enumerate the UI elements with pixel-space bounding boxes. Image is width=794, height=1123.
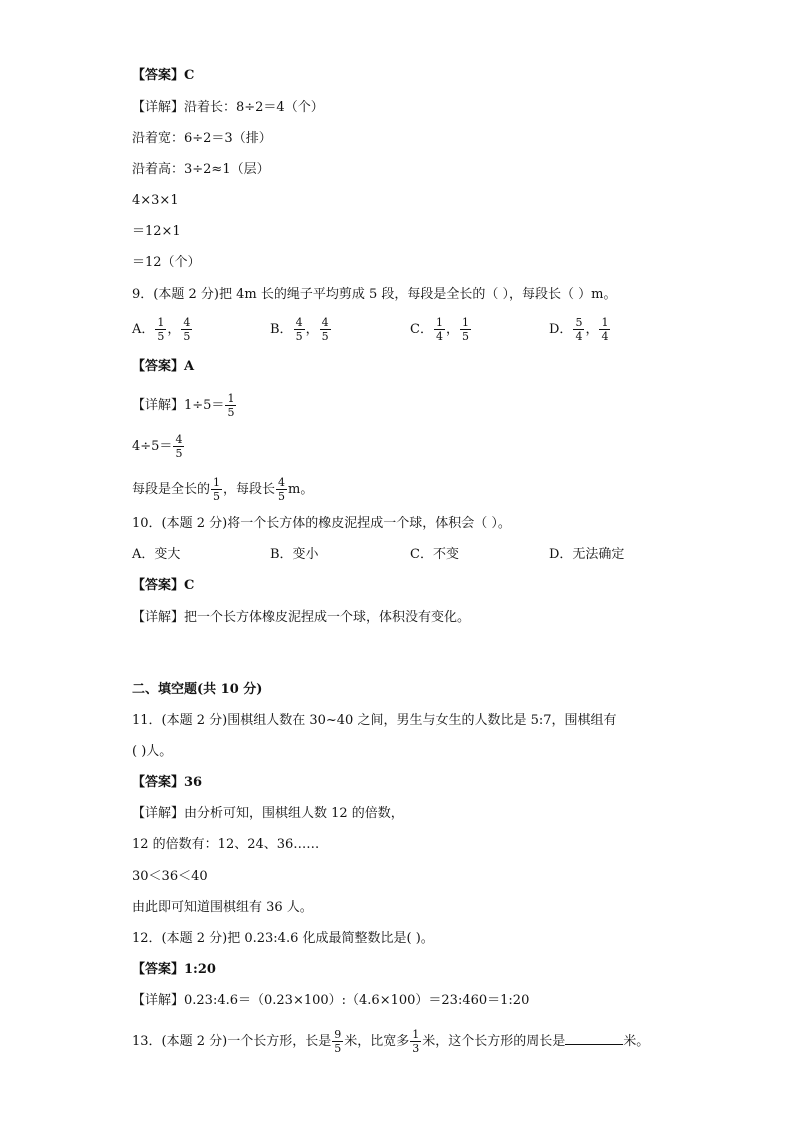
question-13-stem: 13．(本题 2 分)一个长方形，长是 $\frac{9}{5}$ 米，比宽多 $\frac{1}{3}$ 米，这个长方形的周长是 米。 [132,1028,650,1055]
option-label: A． [132,322,155,337]
detail-8: 【详解】沿着长：8÷2＝4（个） [132,100,324,115]
detail-8-line: ＝12×1 [132,224,181,239]
detail-9: 【详解】1÷5＝ $\frac{1}{5}$ [132,392,235,419]
question-11-stem-cont: ( )人。 [132,744,173,759]
detail-11-line: 由此即可知道围棋组有 36 人。 [132,900,313,915]
fraction: $\frac{1}{3}$ [412,1028,420,1055]
question-9-option-b: B． $\frac{4}{5}$ ， $\frac{4}{5}$ [270,316,329,343]
answer-blank[interactable] [565,1030,623,1045]
fraction: $\frac{4}{5}$ [295,316,303,343]
detail-9-line: 每段是全长的 $\frac{1}{5}$ ，每段长 $\frac{4}{5}$ m。 [132,476,314,503]
option-label: D． [549,322,573,337]
question-9-option-a: A． $\frac{1}{5}$ ， $\frac{4}{5}$ [132,316,191,343]
question-10-stem: 10．(本题 2 分)将一个长方体的橡皮泥捏成一个球，体积会（ ）。 [132,516,511,531]
question-10-option-b: B．变小 [270,547,319,562]
detail-8-line: ＝12（个） [132,255,201,270]
option-label: C． [410,322,433,337]
question-12-stem: 12．(本题 2 分)把 0.23:4.6 化成最简整数比是( )。 [132,931,434,946]
detail-12: 【详解】0.23:4.6＝（0.23×100）:（4.6×100）＝23:460＝1:20 [132,993,530,1008]
question-9-stem: 9．(本题 2 分)把 4m 长的绳子平均剪成 5 段，每段是全长的（ ），每段长（ ）m。 [132,287,617,302]
answer-8: 【答案】C [132,68,195,83]
fraction: $\frac{1}{4}$ [601,316,609,343]
fraction: $\frac{4}{5}$ [278,476,286,503]
answer-9: 【答案】A [132,359,195,374]
fraction: $\frac{5}{4}$ [575,316,583,343]
fraction: $\frac{1}{5}$ [227,392,235,419]
fraction: $\frac{4}{5}$ [321,316,329,343]
detail-8-line: 沿着宽：6÷2＝3（排） [132,131,272,146]
fraction: $\frac{1}{5}$ [157,316,165,343]
question-9-option-d: D． $\frac{5}{4}$ ， $\frac{1}{4}$ [549,316,609,343]
detail-11-line: 12 的倍数有：12、24、36…… [132,837,320,852]
detail-8-line: 沿着高：3÷2≈1（层） [132,162,270,177]
detail-9-line: 4÷5＝ $\frac{4}{5}$ [132,433,183,460]
question-10-option-a: A．变大 [132,547,181,562]
answer-11: 【答案】36 [132,775,203,790]
detail-8-line: 4×3×1 [132,193,179,208]
detail-10: 【详解】把一个长方体橡皮泥捏成一个球，体积没有变化。 [132,610,471,625]
question-9-option-c: C． $\frac{1}{4}$ ， $\frac{1}{5}$ [410,316,469,343]
fraction: $\frac{4}{5}$ [183,316,191,343]
fraction: $\frac{9}{5}$ [334,1028,342,1055]
detail-11: 【详解】由分析可知，围棋组人数 12 的倍数， [132,806,404,821]
fraction: $\frac{1}{5}$ [213,476,221,503]
option-label: B． [270,322,293,337]
section-heading: 二、填空题(共 10 分) [132,682,263,697]
answer-12: 【答案】1:20 [132,962,216,977]
fraction: $\frac{1}{5}$ [461,316,469,343]
fraction: $\frac{4}{5}$ [175,433,183,460]
question-11-stem: 11．(本题 2 分)围棋组人数在 30~40 之间，男生与女生的人数比是 5:7，围棋组有 [132,713,617,728]
question-10-option-c: C．不变 [410,547,459,562]
detail-11-line: 30＜36＜40 [132,869,208,884]
answer-10: 【答案】C [132,578,195,593]
question-10-option-d: D．无法确定 [549,547,625,562]
fraction: $\frac{1}{4}$ [435,316,443,343]
